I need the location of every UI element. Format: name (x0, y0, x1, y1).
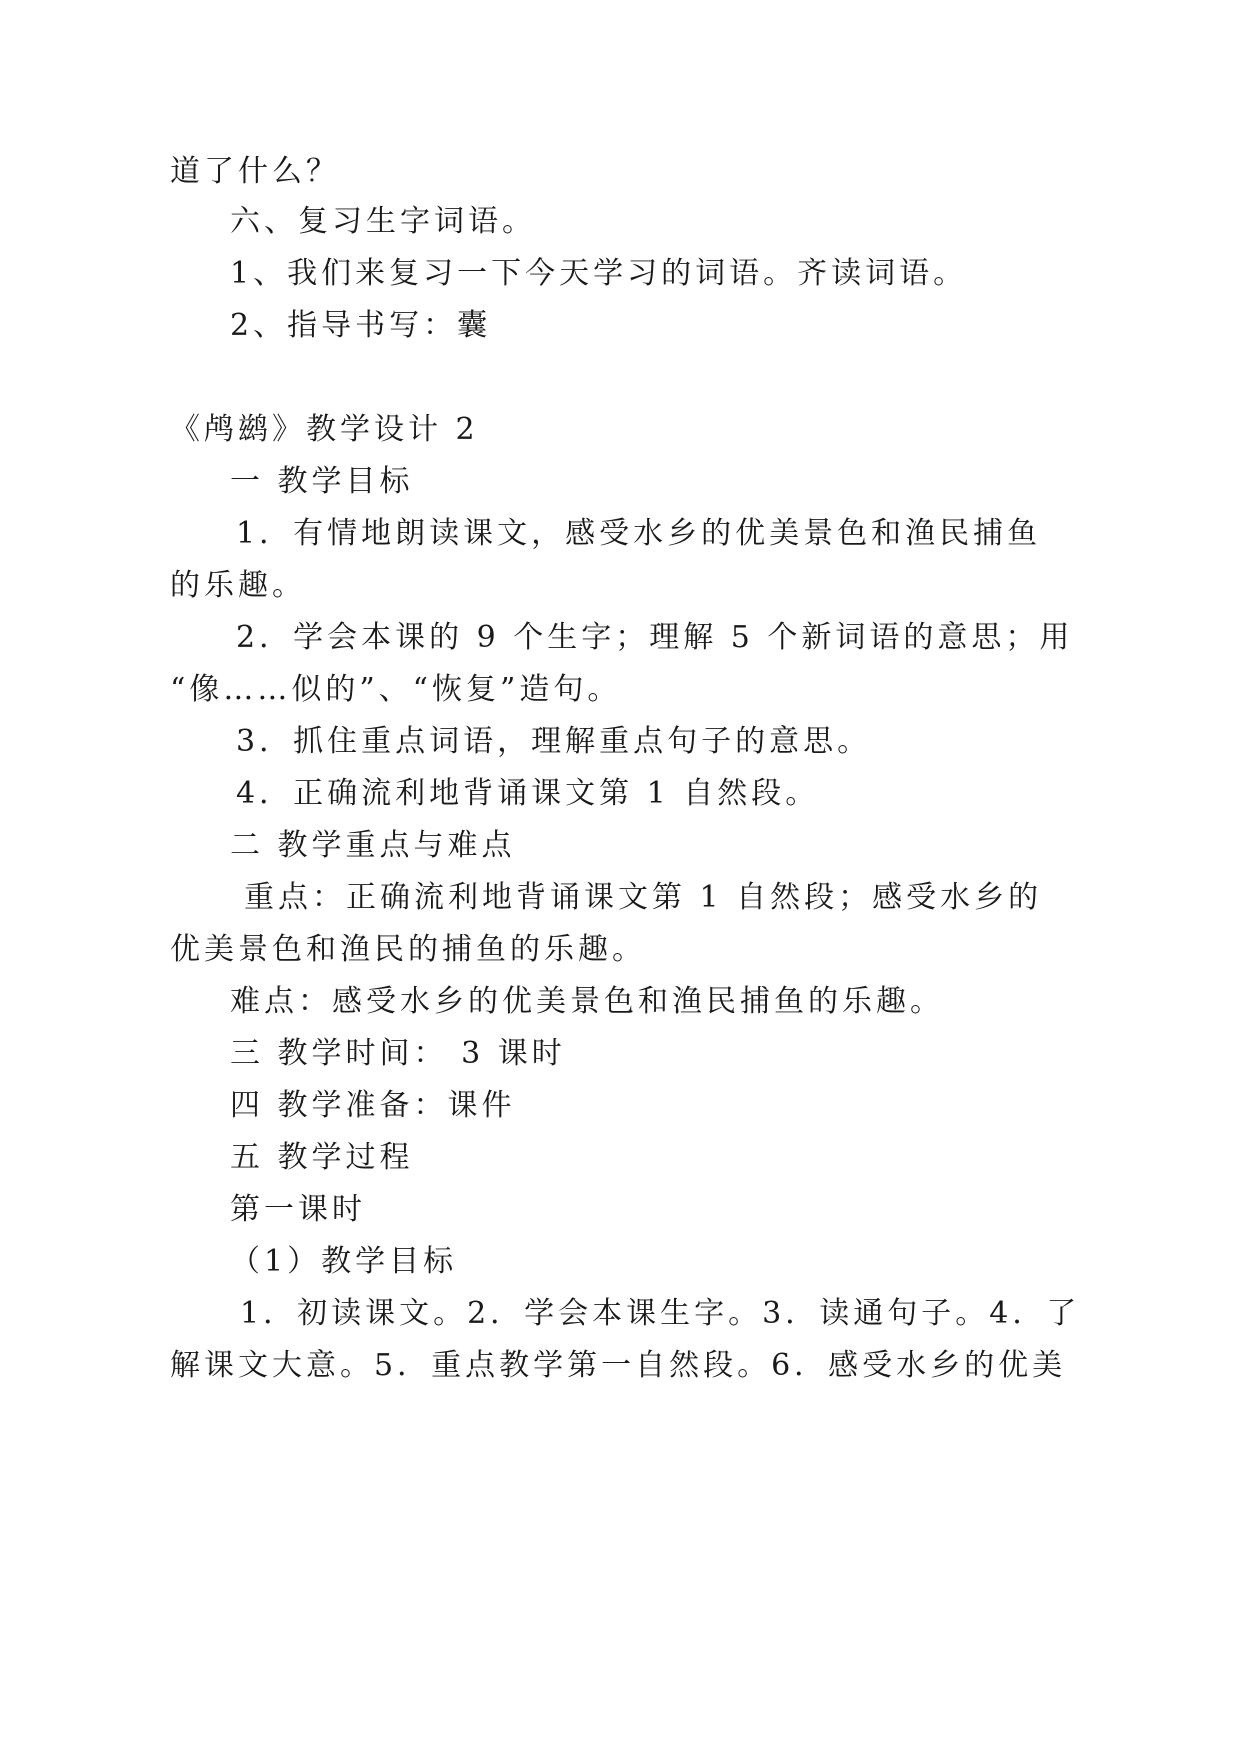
goal-2-line-b: “像……似的”、“恢复”造句。 (170, 672, 622, 707)
continued-text-line: 道了什么？ (170, 154, 340, 189)
key-point-line-a: 重点：正确流利地背诵课文第 1 自然段；感受水乡的 (244, 880, 1043, 915)
goal-3: 3．抓住重点词语，理解重点句子的意思。 (236, 724, 872, 759)
review-item-1: 1、我们来复习一下今天学习的词语。齐读词语。 (230, 256, 968, 291)
goal-1-line-b: 的乐趣。 (170, 568, 306, 603)
review-item-2: 2、指导书写：囊 (230, 308, 492, 343)
section-teaching-goals-heading: 一 教学目标 (230, 464, 414, 499)
lesson-goals-subheading: （1）教学目标 (230, 1244, 458, 1279)
key-point-line-b: 优美景色和渔民的捕鱼的乐趣。 (170, 932, 646, 967)
section-six-heading: 六、复习生字词语。 (230, 204, 536, 239)
document-title: 《鸬鹚》教学设计 2 (170, 412, 479, 447)
lesson-goals-line-b: 解课文大意。5．重点教学第一自然段。6．感受水乡的优美 (170, 1348, 1067, 1383)
section-key-points-heading: 二 教学重点与难点 (230, 828, 516, 863)
lesson-one-heading: 第一课时 (230, 1192, 366, 1227)
section-teaching-prep: 四 教学准备：课件 (230, 1088, 516, 1123)
lesson-goals-line-a: 1．初读课文。2．学会本课生字。3．读通句子。4．了 (240, 1296, 1081, 1331)
section-teaching-time: 三 教学时间： 3 课时 (230, 1036, 566, 1071)
goal-1-line-a: 1．有情地朗读课文，感受水乡的优美景色和渔民捕鱼 (236, 516, 1042, 551)
goal-4: 4．正确流利地背诵课文第 1 自然段。 (236, 776, 820, 811)
goal-2-line-a: 2．学会本课的 9 个生字；理解 5 个新词语的意思；用 (236, 620, 1074, 655)
section-teaching-process: 五 教学过程 (230, 1140, 414, 1175)
difficulty-point: 难点：感受水乡的优美景色和渔民捕鱼的乐趣。 (230, 984, 944, 1019)
